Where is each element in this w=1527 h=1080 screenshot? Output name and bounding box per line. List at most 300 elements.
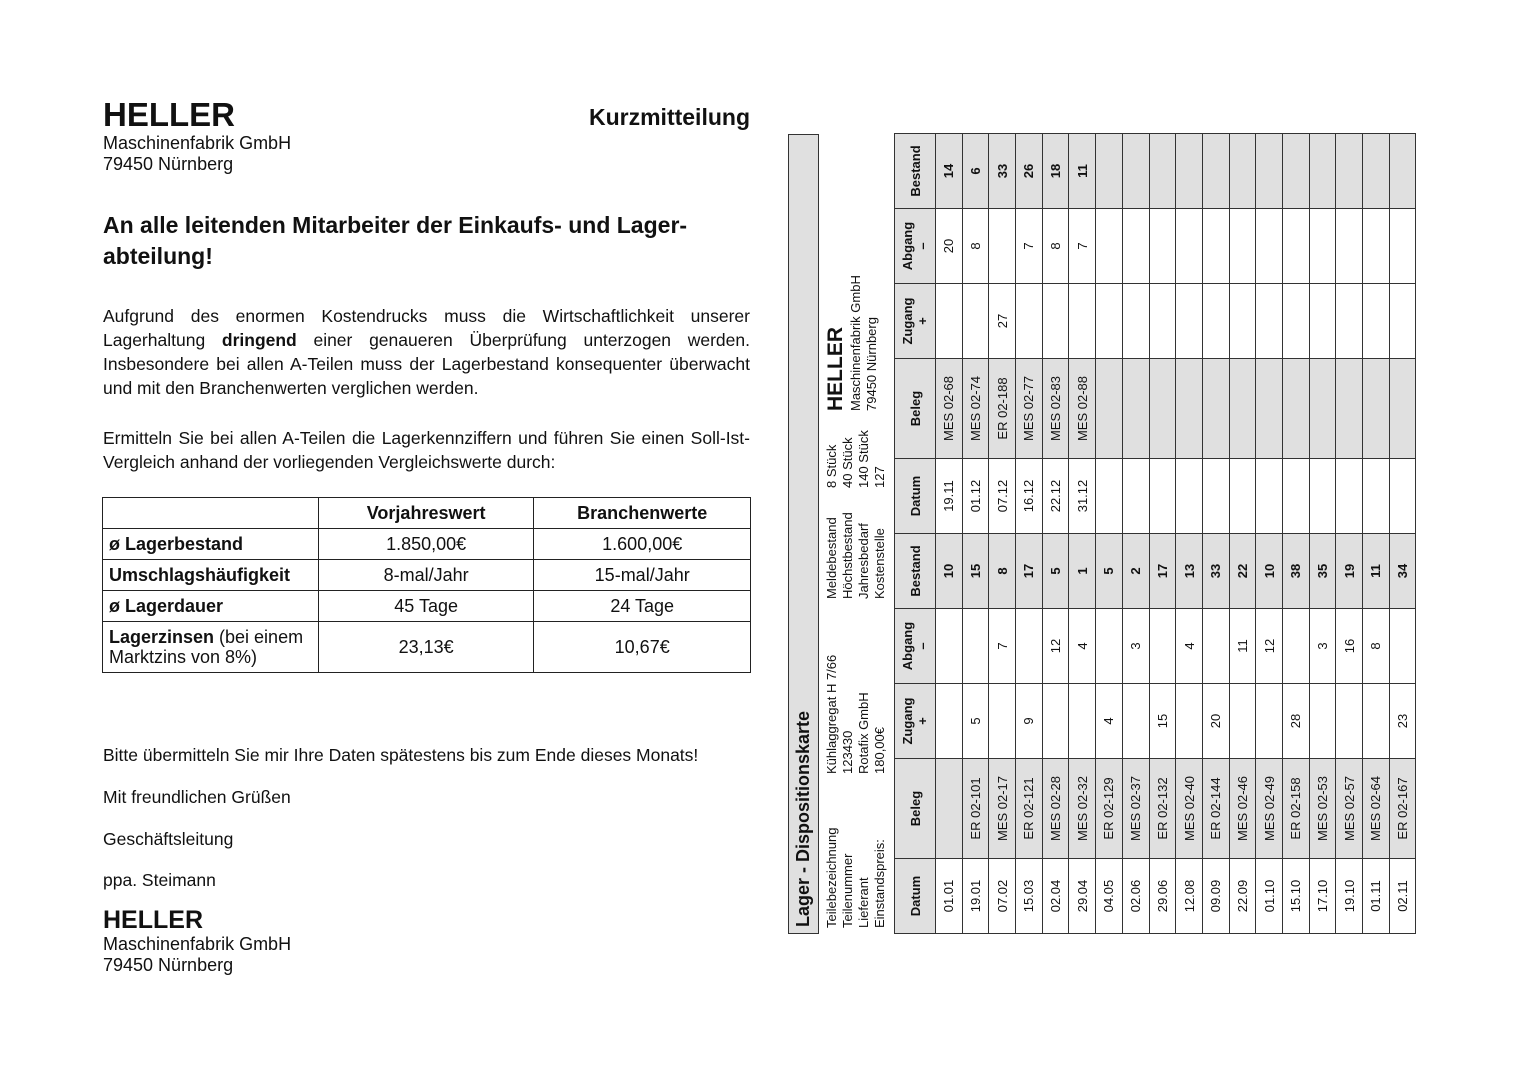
- card-cell-bestand: [1309, 134, 1336, 209]
- card-cell-zugang: [1309, 284, 1336, 359]
- card-info-value: 40 Stück: [840, 437, 855, 488]
- card-info-value: 127: [872, 466, 887, 488]
- card-row: [936, 134, 963, 534]
- card-cell-bestand: [1256, 134, 1283, 209]
- card-cell-datum: [1229, 459, 1256, 534]
- card-cell-abgang: [1389, 209, 1416, 284]
- card-cell-abgang: [989, 209, 1016, 284]
- card-row: [1149, 134, 1176, 534]
- comparison-branch-value: 1.600,00€: [534, 529, 751, 560]
- card-cell-bestand: 33: [989, 134, 1016, 209]
- card-cell-bestand: 5: [1042, 534, 1069, 609]
- card-cell-abgang: 7: [989, 609, 1016, 684]
- card-info-value: 123430: [840, 730, 855, 774]
- card-cell-beleg: MES 02-37: [1122, 759, 1149, 859]
- card-cell-zugang: [1363, 684, 1390, 759]
- card-cell-datum: 17.10: [1309, 859, 1336, 934]
- card-info-label: Einstandspreis:: [872, 839, 887, 928]
- card-cell-abgang: [1122, 209, 1149, 284]
- card-cell-beleg: [1229, 359, 1256, 459]
- col-beleg-header: Beleg: [895, 359, 936, 459]
- card-cell-bestand: 5: [1096, 534, 1123, 609]
- card-cell-bestand: 11: [1069, 134, 1096, 209]
- card-company-line1: Maschinenfabrik GmbH: [848, 275, 863, 411]
- card-cell-datum: 02.06: [1122, 859, 1149, 934]
- card-cell-abgang: [1176, 209, 1203, 284]
- card-table-right: [894, 133, 1416, 534]
- card-row: [1282, 134, 1309, 534]
- card-left-body: [936, 534, 1416, 934]
- card-cell-datum: [1309, 459, 1336, 534]
- card-cell-abgang: [1282, 209, 1309, 284]
- card-cell-beleg: MES 02-88: [1069, 359, 1096, 459]
- col-abgang-label: Abgang: [900, 621, 915, 671]
- card-cell-beleg: [1149, 359, 1176, 459]
- card-cell-zugang: [936, 284, 963, 359]
- card-cell-abgang: 12: [1042, 609, 1069, 684]
- card-cell-zugang: [1336, 684, 1363, 759]
- card-cell-zugang: [989, 684, 1016, 759]
- card-info-values: [824, 655, 888, 774]
- card-info-label: Jahresbedarf: [856, 523, 871, 599]
- col-abgang-header: [895, 609, 936, 684]
- card-cell-abgang: 20: [936, 209, 963, 284]
- card-row: [1016, 134, 1043, 534]
- card-row: [1176, 534, 1203, 934]
- card-cell-datum: [1176, 459, 1203, 534]
- col-zugang-header: [895, 284, 936, 359]
- card-cell-zugang: 20: [1202, 684, 1229, 759]
- card-cell-abgang: 7: [1069, 209, 1096, 284]
- comparison-prev-value: 1.850,00€: [318, 529, 534, 560]
- card-right-body: [936, 134, 1416, 534]
- comparison-header-empty: [103, 498, 319, 529]
- card-cell-beleg: [1363, 359, 1390, 459]
- card-cell-beleg: [1282, 359, 1309, 459]
- card-row: [962, 534, 989, 934]
- comparison-label: [103, 529, 319, 560]
- card-cell-beleg: ER 02-121: [1016, 759, 1043, 859]
- card-cell-abgang: 3: [1309, 609, 1336, 684]
- col-zugang-label: Zugang: [900, 697, 915, 745]
- card-row: [1256, 134, 1283, 534]
- card-cell-beleg: [1309, 359, 1336, 459]
- card-cell-bestand: 38: [1282, 534, 1309, 609]
- card-cell-beleg: MES 02-40: [1176, 759, 1203, 859]
- company-address: [103, 133, 291, 175]
- card-cell-datum: [1336, 459, 1363, 534]
- card-cell-bestand: [1363, 134, 1390, 209]
- card-cell-abgang: [1149, 609, 1176, 684]
- card-row: [1282, 534, 1309, 934]
- card-row: [1256, 534, 1283, 934]
- card-cell-beleg: MES 02-74: [962, 359, 989, 459]
- card-row: [1202, 534, 1229, 934]
- card-row: [1149, 534, 1176, 934]
- card-row: [989, 134, 1016, 534]
- card-cell-beleg: ER 02-129: [1096, 759, 1123, 859]
- card-info-label: Höchstbestand: [840, 512, 855, 599]
- card-cell-bestand: [1389, 134, 1416, 209]
- card-info-value: Kühlaggregat H 7/66: [824, 654, 839, 774]
- card-info-label: Teilebezeichnung: [824, 827, 839, 928]
- card-row: [1363, 534, 1390, 934]
- request-text: Bitte übermitteln Sie mir Ihre Daten spätestens bis zum Ende dieses Monats!: [103, 745, 699, 765]
- card-cell-zugang: [1309, 684, 1336, 759]
- card-row: [1363, 134, 1390, 534]
- card-info-value: 8 Stück: [824, 444, 839, 488]
- card-cell-zugang: [1389, 284, 1416, 359]
- card-cell-datum: [1202, 459, 1229, 534]
- card-row: [1309, 534, 1336, 934]
- card-row: [1176, 134, 1203, 534]
- card-row: [1389, 134, 1416, 534]
- card-cell-abgang: [1202, 609, 1229, 684]
- card-company-name: HELLER: [824, 327, 847, 411]
- col-abgang-header: [895, 209, 936, 284]
- card-cell-datum: [1389, 459, 1416, 534]
- col-bestand-header: Bestand: [895, 134, 936, 209]
- card-cell-beleg: ER 02-158: [1282, 759, 1309, 859]
- card-cell-beleg: MES 02-53: [1309, 759, 1336, 859]
- card-cell-zugang: [1069, 684, 1096, 759]
- col-zugang-label: Zugang: [900, 297, 915, 345]
- card-cell-beleg: MES 02-83: [1042, 359, 1069, 459]
- card-cell-datum: 12.08: [1176, 859, 1203, 934]
- company-address-line2: 79450 Nürnberg: [103, 154, 234, 174]
- card-cell-datum: 19.10: [1336, 859, 1363, 934]
- card-cell-zugang: [1176, 684, 1203, 759]
- card-cell-abgang: [1336, 209, 1363, 284]
- comparison-prev-value: 45 Tage: [318, 591, 534, 622]
- comparison-prev-value: 23,13€: [318, 622, 534, 673]
- comparison-label-note: (bei einem Marktzins von 8%): [109, 627, 304, 667]
- card-cell-bestand: [1122, 134, 1149, 209]
- card-cell-abgang: 3: [1122, 609, 1149, 684]
- card-row: [962, 134, 989, 534]
- card-cell-abgang: [1229, 209, 1256, 284]
- card-cell-datum: 29.04: [1069, 859, 1096, 934]
- card-cell-zugang: [1282, 284, 1309, 359]
- card-row: [1069, 534, 1096, 934]
- card-cell-bestand: 6: [962, 134, 989, 209]
- card-cell-abgang: 8: [1363, 609, 1390, 684]
- comparison-branch-value: 24 Tage: [534, 591, 751, 622]
- card-row: [1122, 534, 1149, 934]
- card-cell-abgang: 12: [1256, 609, 1283, 684]
- card-cell-beleg: [1122, 359, 1149, 459]
- col-abgang-sign: –: [915, 242, 930, 250]
- card-cell-bestand: 17: [1016, 534, 1043, 609]
- card-cell-abgang: 8: [962, 209, 989, 284]
- inventory-card: [788, 134, 1420, 934]
- card-row: [1229, 534, 1256, 934]
- card-cell-datum: 15.03: [1016, 859, 1043, 934]
- paragraph-1-text-a: Aufgrund des enormen Kostendrucks muss die Wirtschaftlichkeit unserer Lagerhaltung: [103, 306, 750, 350]
- footer-address: [103, 934, 291, 976]
- card-cell-bestand: 19: [1336, 534, 1363, 609]
- card-cell-abgang: [1282, 609, 1309, 684]
- card-cell-datum: 01.10: [1256, 859, 1283, 934]
- col-zugang-header: [895, 684, 936, 759]
- card-cell-beleg: MES 02-57: [1336, 759, 1363, 859]
- card-cell-bestand: 17: [1149, 534, 1176, 609]
- card-cell-datum: 01.12: [962, 459, 989, 534]
- col-datum-header: Datum: [895, 859, 936, 934]
- card-cell-datum: 29.06: [1149, 859, 1176, 934]
- card-cell-zugang: [1069, 284, 1096, 359]
- comparison-branch-value: 10,67€: [534, 622, 751, 673]
- card-cell-zugang: [962, 284, 989, 359]
- card-cell-zugang: [1202, 284, 1229, 359]
- card-row: [1042, 534, 1069, 934]
- card-cell-abgang: 7: [1016, 209, 1043, 284]
- card-cell-zugang: [1042, 684, 1069, 759]
- greeting-text: Mit freundlichen Grüßen: [103, 787, 291, 807]
- card-cell-zugang: 28: [1282, 684, 1309, 759]
- footer-company-name: HELLER: [103, 906, 203, 934]
- card-cell-abgang: [1096, 609, 1123, 684]
- card-cell-bestand: [1229, 134, 1256, 209]
- card-cell-datum: 07.02: [989, 859, 1016, 934]
- footer-address-line1: Maschinenfabrik GmbH: [103, 934, 292, 954]
- card-cell-zugang: [1149, 284, 1176, 359]
- card-cell-zugang: 4: [1096, 684, 1123, 759]
- card-row: [1042, 134, 1069, 534]
- card-cell-beleg: MES 02-68: [936, 359, 963, 459]
- card-cell-beleg: ER 02-101: [962, 759, 989, 859]
- card-cell-datum: 22.12: [1042, 459, 1069, 534]
- card-cell-beleg: ER 02-188: [989, 359, 1016, 459]
- card-cell-bestand: 34: [1389, 534, 1416, 609]
- card-cell-datum: [1256, 459, 1283, 534]
- card-cell-datum: 01.11: [1363, 859, 1390, 934]
- card-cell-zugang: [1256, 684, 1283, 759]
- comparison-row: [103, 529, 751, 560]
- card-cell-bestand: [1282, 134, 1309, 209]
- card-cell-datum: 09.09: [1202, 859, 1229, 934]
- card-cell-datum: 04.05: [1096, 859, 1123, 934]
- paragraph-2: Ermitteln Sie bei allen A-Teilen die Lagerkennziffern und führen Sie einen Soll-Ist-Vergleich anhand der vorliegenden Vergleichswerte durch:: [103, 428, 750, 472]
- card-title: Lager - Dispositionskarte: [788, 134, 819, 934]
- card-cell-bestand: 15: [962, 534, 989, 609]
- comparison-header-row: [103, 498, 751, 529]
- comparison-label-text: ø Lagerbestand: [109, 533, 244, 554]
- card-cell-bestand: 13: [1176, 534, 1203, 609]
- card-cell-abgang: 4: [1069, 609, 1096, 684]
- card-cell-abgang: [1309, 209, 1336, 284]
- card-cell-bestand: [1149, 134, 1176, 209]
- card-info-label: Teilenummer: [840, 853, 855, 928]
- card-cell-zugang: [1229, 284, 1256, 359]
- comparison-label: [103, 591, 319, 622]
- card-cell-beleg: [1202, 359, 1229, 459]
- col-beleg-header: Beleg: [895, 759, 936, 859]
- card-info-values-2: [824, 430, 888, 488]
- card-row: [989, 534, 1016, 934]
- card-cell-bestand: [1336, 134, 1363, 209]
- comparison-label: [103, 622, 319, 673]
- card-cell-zugang: 9: [1016, 684, 1043, 759]
- card-cell-zugang: [1229, 684, 1256, 759]
- card-cell-beleg: ER 02-132: [1149, 759, 1176, 859]
- comparison-label-text: Lagerzinsen: [109, 627, 215, 647]
- comparison-header-prev: Vorjahreswert: [318, 498, 534, 529]
- card-cell-bestand: [1096, 134, 1123, 209]
- card-cell-bestand: 14: [936, 134, 963, 209]
- col-abgang-sign: –: [915, 642, 930, 650]
- card-row: [1202, 134, 1229, 534]
- company-address-line1: Maschinenfabrik GmbH: [103, 133, 292, 153]
- paragraph-1: [103, 304, 750, 400]
- card-cell-abgang: 8: [1042, 209, 1069, 284]
- card-cell-abgang: [962, 609, 989, 684]
- card-cell-datum: 22.09: [1229, 859, 1256, 934]
- card-cell-abgang: [1016, 609, 1043, 684]
- card-cell-abgang: [936, 609, 963, 684]
- card-cell-abgang: [1389, 609, 1416, 684]
- comparison-row: [103, 591, 751, 622]
- col-abgang-label: Abgang: [900, 221, 915, 271]
- card-cell-beleg: MES 02-46: [1229, 759, 1256, 859]
- card-cell-datum: 01.01: [936, 859, 963, 934]
- card-cell-datum: [1149, 459, 1176, 534]
- card-cell-bestand: 33: [1202, 534, 1229, 609]
- card-cell-abgang: [1202, 209, 1229, 284]
- card-company-line2: 79450 Nürnberg: [864, 317, 879, 411]
- card-cell-abgang: [1149, 209, 1176, 284]
- sender-text: Geschäftsleitung: [103, 829, 234, 849]
- card-row: [1336, 534, 1363, 934]
- card-cell-bestand: 10: [1256, 534, 1283, 609]
- comparison-branch-value: 15-mal/Jahr: [534, 560, 751, 591]
- card-cell-beleg: [1256, 359, 1283, 459]
- card-info-value: Rotafix GmbH: [856, 692, 871, 774]
- paragraph-1-text-b: einer genaueren Überprüfung unterzogen werden. Insbesondere bei allen A-Teilen muss der Lagerbestand konsequenter überwacht und mit den Branchenwerten verglichen werden.: [103, 330, 750, 398]
- card-cell-datum: 19.11: [936, 459, 963, 534]
- card-cell-abgang: 11: [1229, 609, 1256, 684]
- card-row: [1096, 134, 1123, 534]
- comparison-label-text: ø Lagerdauer: [109, 595, 224, 616]
- card-cell-bestand: 1: [1069, 534, 1096, 609]
- col-bestand-header: Bestand: [895, 534, 936, 609]
- card-cell-zugang: [1122, 684, 1149, 759]
- card-cell-bestand: 2: [1122, 534, 1149, 609]
- card-cell-zugang: [936, 684, 963, 759]
- card-cell-bestand: 35: [1309, 534, 1336, 609]
- card-cell-datum: 02.11: [1389, 859, 1416, 934]
- card-cell-abgang: 4: [1176, 609, 1203, 684]
- card-cell-bestand: 10: [936, 534, 963, 609]
- company-name: HELLER: [103, 96, 235, 133]
- card-cell-bestand: 22: [1229, 534, 1256, 609]
- card-row: [1122, 134, 1149, 534]
- card-cell-beleg: [1336, 359, 1363, 459]
- comparison-prev-value: 8-mal/Jahr: [318, 560, 534, 591]
- comparison-row: [103, 622, 751, 673]
- card-cell-zugang: [1042, 284, 1069, 359]
- comparison-label: [103, 560, 319, 591]
- card-cell-abgang: [1363, 209, 1390, 284]
- card-cell-beleg: MES 02-17: [989, 759, 1016, 859]
- card-cell-zugang: [1256, 284, 1283, 359]
- card-cell-abgang: 16: [1336, 609, 1363, 684]
- card-cell-abgang: [1256, 209, 1283, 284]
- card-cell-beleg: [936, 759, 963, 859]
- comparison-header-branch: Branchenwerte: [534, 498, 751, 529]
- card-cell-beleg: [1096, 359, 1123, 459]
- col-zugang-sign: +: [915, 317, 930, 325]
- card-cell-bestand: 18: [1042, 134, 1069, 209]
- card-row: [1389, 534, 1416, 934]
- card-cell-datum: 19.01: [962, 859, 989, 934]
- card-cell-zugang: [1096, 284, 1123, 359]
- card-cell-beleg: MES 02-64: [1363, 759, 1390, 859]
- card-cell-beleg: [1389, 359, 1416, 459]
- card-cell-datum: 15.10: [1282, 859, 1309, 934]
- card-info-label: Meldebestand: [824, 517, 839, 599]
- card-info-label: Lieferant: [856, 877, 871, 928]
- footer-address-line2: 79450 Nürnberg: [103, 955, 234, 975]
- card-cell-zugang: 27: [989, 284, 1016, 359]
- card-cell-datum: [1363, 459, 1390, 534]
- signer-text: ppa. Steimann: [103, 870, 216, 890]
- paragraph-1-emphasis: dringend: [221, 330, 297, 350]
- card-cell-beleg: MES 02-77: [1016, 359, 1043, 459]
- card-cell-abgang: [1096, 209, 1123, 284]
- card-cell-bestand: [1176, 134, 1203, 209]
- card-row: [1096, 534, 1123, 934]
- card-row: [1069, 134, 1096, 534]
- card-cell-beleg: MES 02-28: [1042, 759, 1069, 859]
- card-cell-beleg: MES 02-49: [1256, 759, 1283, 859]
- card-cell-datum: [1122, 459, 1149, 534]
- col-zugang-sign: +: [915, 717, 930, 725]
- card-row: [1229, 134, 1256, 534]
- card-row: [936, 534, 963, 934]
- comparison-row: [103, 560, 751, 591]
- headline: An alle leitenden Mitarbeiter der Einkaufs- und Lager-abteilung!: [103, 212, 688, 269]
- card-cell-zugang: [1016, 284, 1043, 359]
- card-cell-bestand: 26: [1016, 134, 1043, 209]
- card-cell-zugang: [1363, 284, 1390, 359]
- card-cell-bestand: 11: [1363, 534, 1390, 609]
- card-cell-zugang: [1176, 284, 1203, 359]
- card-info-labels: [824, 828, 888, 928]
- card-cell-zugang: 23: [1389, 684, 1416, 759]
- comparison-label-text: Umschlagshäufigkeit: [109, 564, 291, 585]
- card-cell-zugang: 5: [962, 684, 989, 759]
- card-cell-beleg: MES 02-32: [1069, 759, 1096, 859]
- document-type: Kurzmitteilung: [589, 104, 750, 130]
- card-cell-datum: 31.12: [1069, 459, 1096, 534]
- card-info-value: 180,00€: [872, 727, 887, 774]
- card-cell-bestand: [1202, 134, 1229, 209]
- card-cell-zugang: [1336, 284, 1363, 359]
- card-row: [1016, 534, 1043, 934]
- card-cell-datum: 16.12: [1016, 459, 1043, 534]
- card-row: [1309, 134, 1336, 534]
- card-cell-beleg: ER 02-144: [1202, 759, 1229, 859]
- card-info-label: Kostenstelle: [872, 528, 887, 599]
- card-cell-zugang: 15: [1149, 684, 1176, 759]
- card-info-labels-2: [824, 512, 888, 599]
- card-cell-datum: [1096, 459, 1123, 534]
- card-cell-beleg: ER 02-167: [1389, 759, 1416, 859]
- col-datum-header: Datum: [895, 459, 936, 534]
- card-info-value: 140 Stück: [856, 430, 871, 488]
- comparison-table: [102, 497, 751, 673]
